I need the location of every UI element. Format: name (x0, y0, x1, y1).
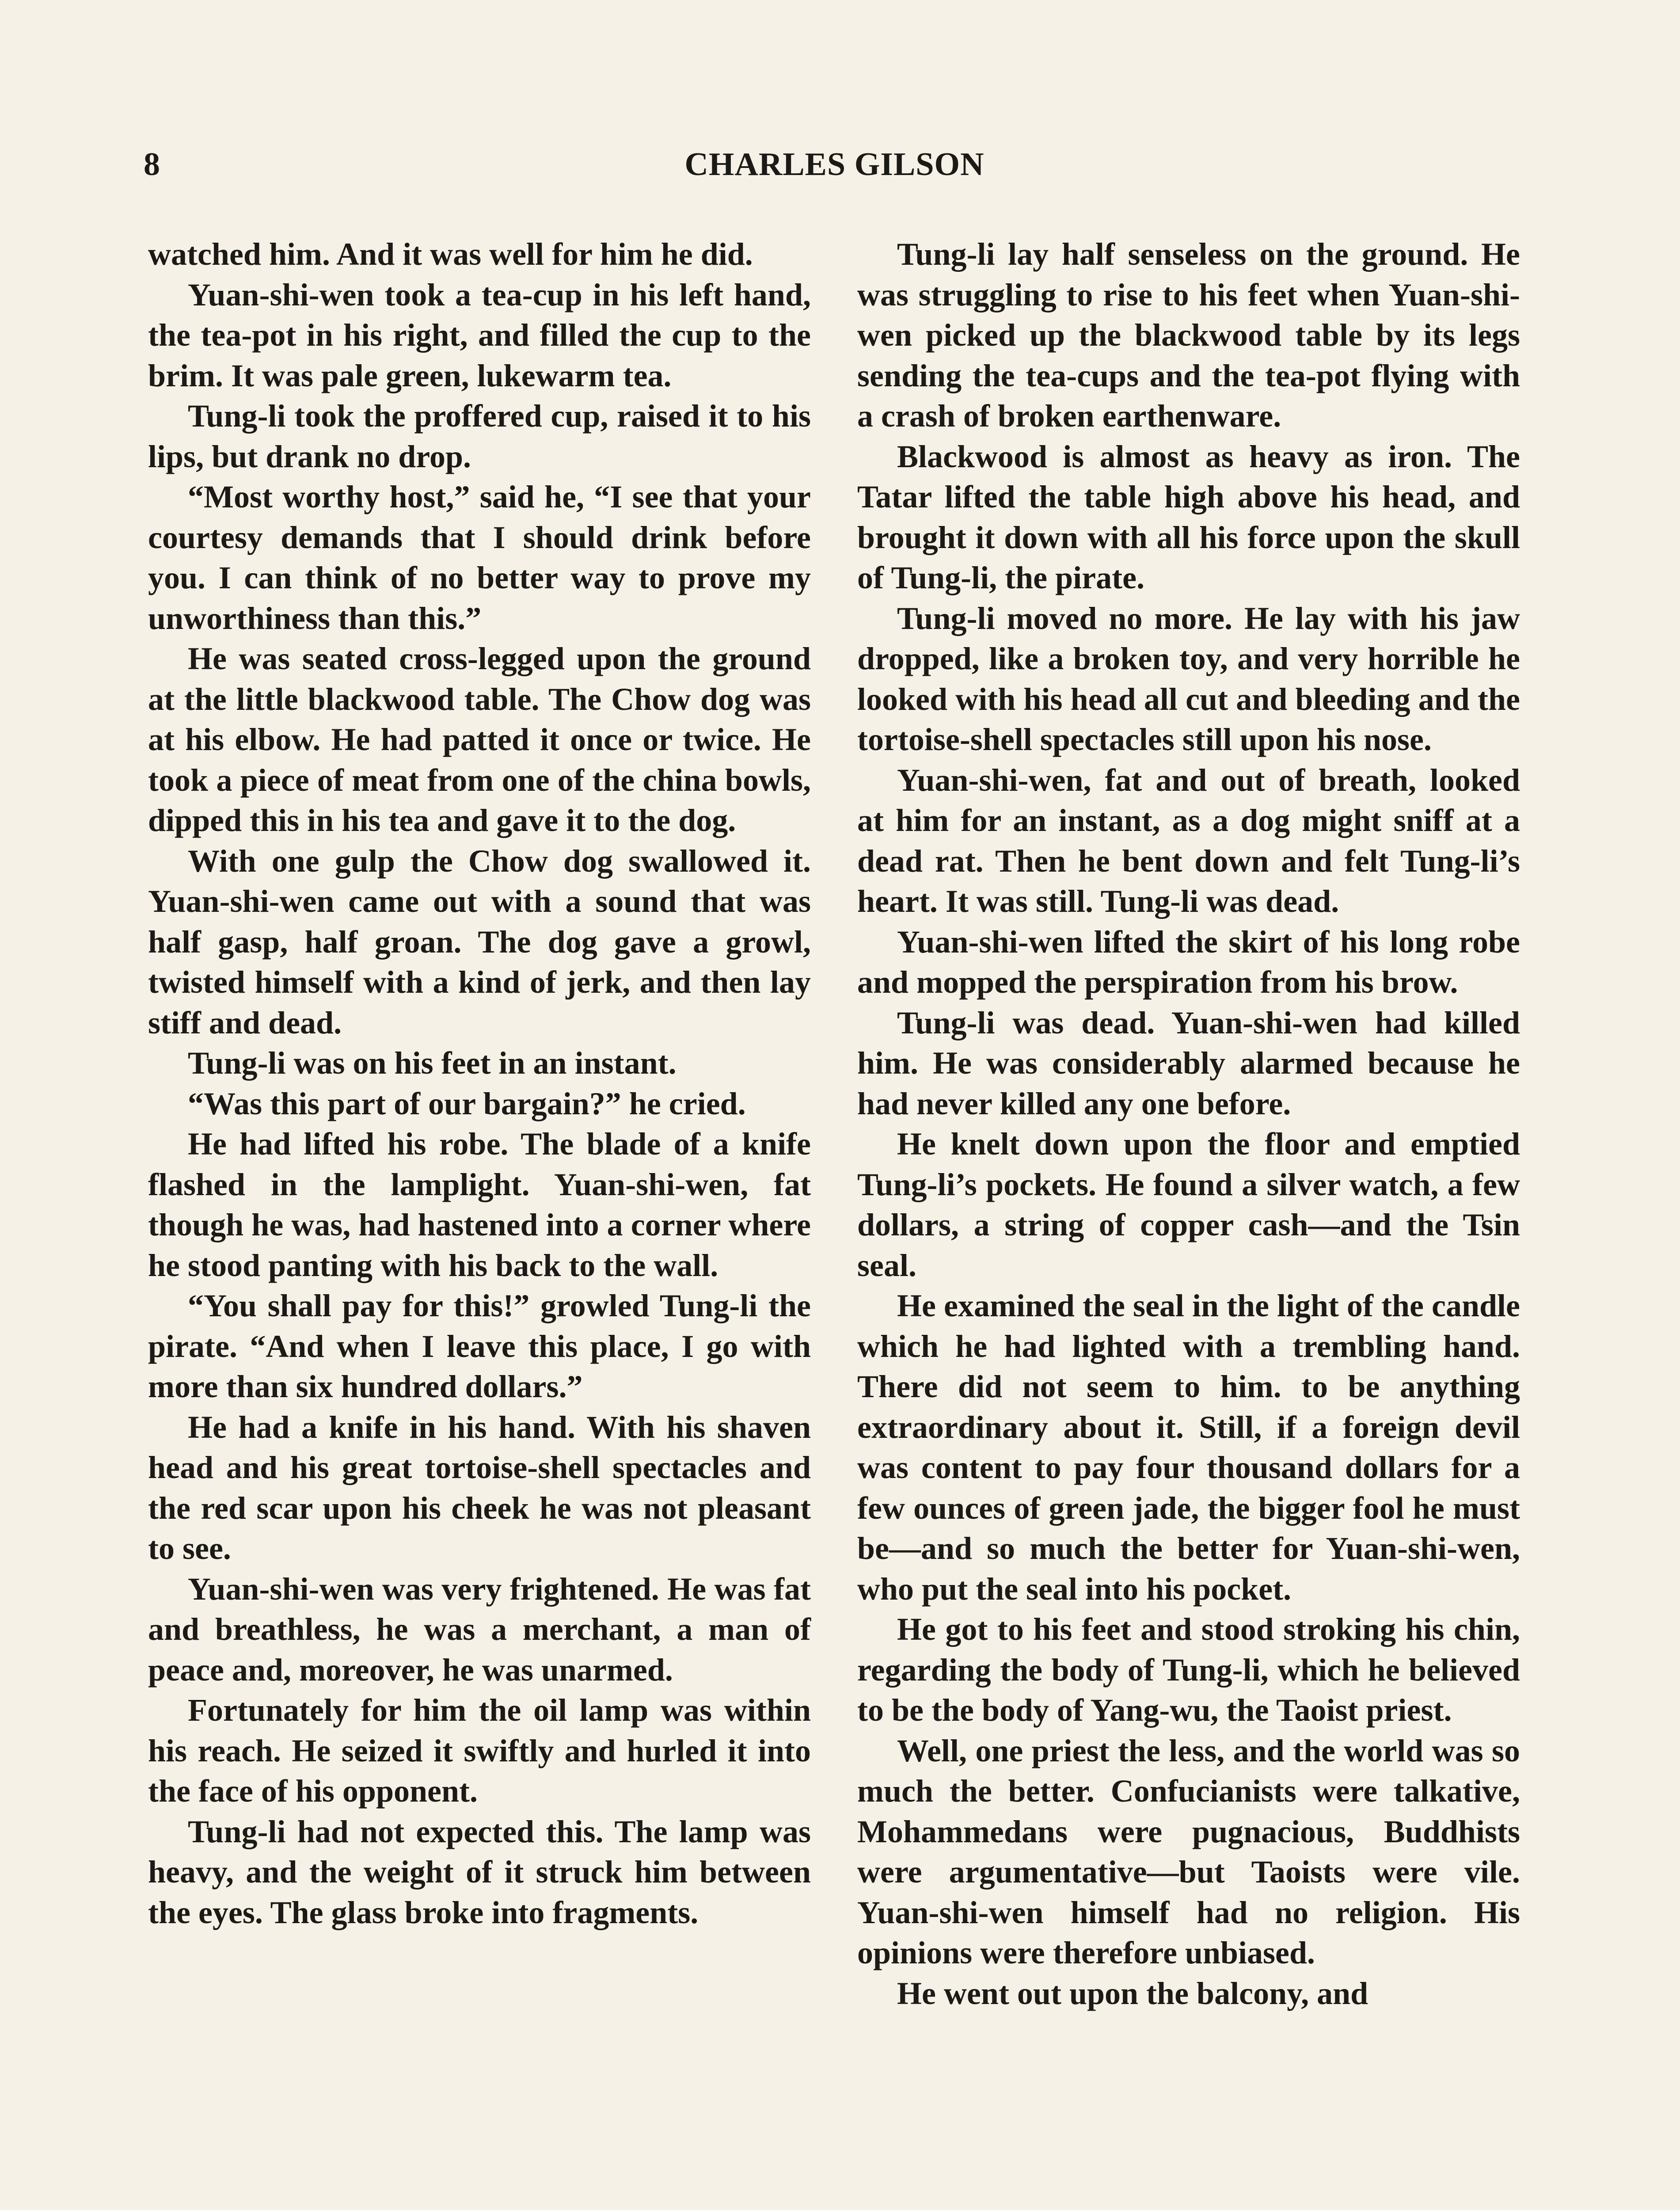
page-header (144, 146, 1525, 199)
paragraph: Tung-li was on his feet in an instant. (188, 1045, 677, 1081)
paragraph: Yuan-shi-wen was very frightened. He was fat and breathless, he was a merchant, a man of peace and, moreover, he was unarmed. (148, 1571, 811, 1688)
paragraph: watched him. And it was well for him he did. (148, 236, 753, 272)
paragraph: “You shall pay for this!” growled Tung-li the pirate. “And when I leave this place, I go with more than six hundred dollars.” (148, 1288, 811, 1404)
paragraph: Tung-li took the proffered cup, raised it to his lips, but drank no drop. (148, 398, 811, 474)
page-number: 8 (144, 146, 160, 183)
paragraph: He knelt down upon the floor and emptied Tung-li’s pockets. He found a silver watch, a few dollars, a string of copper cash—and the Tsin seal. (857, 1126, 1520, 1283)
paragraph: Tung-li had not expected this. The lamp was heavy, and the weight of it struck him between the eyes. The glass broke into fragments. (148, 1814, 811, 1930)
running-head: CHARLES GILSON (684, 146, 984, 183)
paragraph: Yuan-shi-wen, fat and out of breath, looked at him for an instant, as a dog might sniff at a dead rat. Then he bent down and felt Tung-li’s heart. It was still. Tung-li was dead. (857, 762, 1520, 919)
paragraph: He got to his feet and stood stroking his chin, regarding the body of Tung-li, which he believed to be the body of Yang-wu, the Taoist priest. (857, 1612, 1520, 1728)
paragraph: Yuan-shi-wen lifted the skirt of his long robe and mopped the perspiration from his brow. (857, 924, 1520, 1000)
right-text-column (857, 234, 1520, 2014)
paragraph: Fortunately for him the oil lamp was within his reach. He seized it swiftly and hurled it into the face of his opponent. (148, 1692, 811, 1809)
paragraph: He had a knife in his hand. With his shaven head and his great tortoise-shell spectacles and the red scar upon his cheek he was not pleasant to see. (148, 1409, 811, 1566)
left-text-column (148, 234, 811, 1933)
paragraph: Tung-li moved no more. He lay with his jaw dropped, like a broken toy, and very horrible he looked with his head all cut and bleeding and the tortoise-shell spectacles still upon his nose. (857, 600, 1520, 757)
paragraph: He had lifted his robe. The blade of a knife flashed in the lamplight. Yuan-shi-wen, fat though he was, had hastened into a corner where he stood panting with his back to the wall. (148, 1126, 811, 1283)
paragraph: Tung-li lay half senseless on the ground. He was struggling to rise to his feet when Yuan-shi-wen picked up the blackwood table by its legs sending the tea-cups and the tea-pot flying with a crash of broken earthenware. (857, 236, 1520, 434)
paragraph: He examined the seal in the light of the candle which he had lighted with a trembling hand. There did not seem to him. to be anything extraordinary about it. Still, if a foreign devil was content to pay four thousand dollars for a few ounces of green jade, the bigger fool he must be—and so much the better for Yuan-shi-wen, who put the seal into his pocket. (857, 1288, 1520, 1607)
paragraph: Tung-li was dead. Yuan-shi-wen had killed him. He was considerably alarmed because he had never killed any one before. (857, 1005, 1520, 1121)
paragraph: Blackwood is almost as heavy as iron. The Tatar lifted the table high above his head, and brought it down with all his force upon the skull of Tung-li, the pirate. (857, 438, 1520, 595)
paragraph: He was seated cross-legged upon the ground at the little blackwood table. The Chow dog was at his elbow. He had patted it once or twice. He took a piece of meat from one of the china bowls, dipped this in his tea and gave it to the dog. (148, 641, 811, 838)
paragraph: Yuan-shi-wen took a tea-cup in his left hand, the tea-pot in his right, and filled the cup to the brim. It was pale green, lukewarm tea. (148, 277, 811, 393)
paragraph: “Was this part of our bargain?” he cried. (188, 1086, 746, 1121)
paragraph: He went out upon the balcony, and (897, 1975, 1368, 2011)
paragraph: Well, one priest the less, and the world was so much the better. Confucianists were talkative, Mohammedans were pugnacious, Buddhists were argumentative—but Taoists were vile. Yuan-shi-wen himself had no religion. His opinions were therefore unbiased. (857, 1733, 1520, 1970)
paragraph: “Most worthy host,” said he, “I see that your courtesy demands that I should drink before you. I can think of no better way to prove my unworthiness than this.” (148, 479, 811, 636)
paragraph: With one gulp the Chow dog swallowed it. Yuan-shi-wen came out with a sound that was half gasp, half groan. The dog gave a growl, twisted himself with a kind of jerk, and then lay stiff and dead. (148, 843, 811, 1040)
